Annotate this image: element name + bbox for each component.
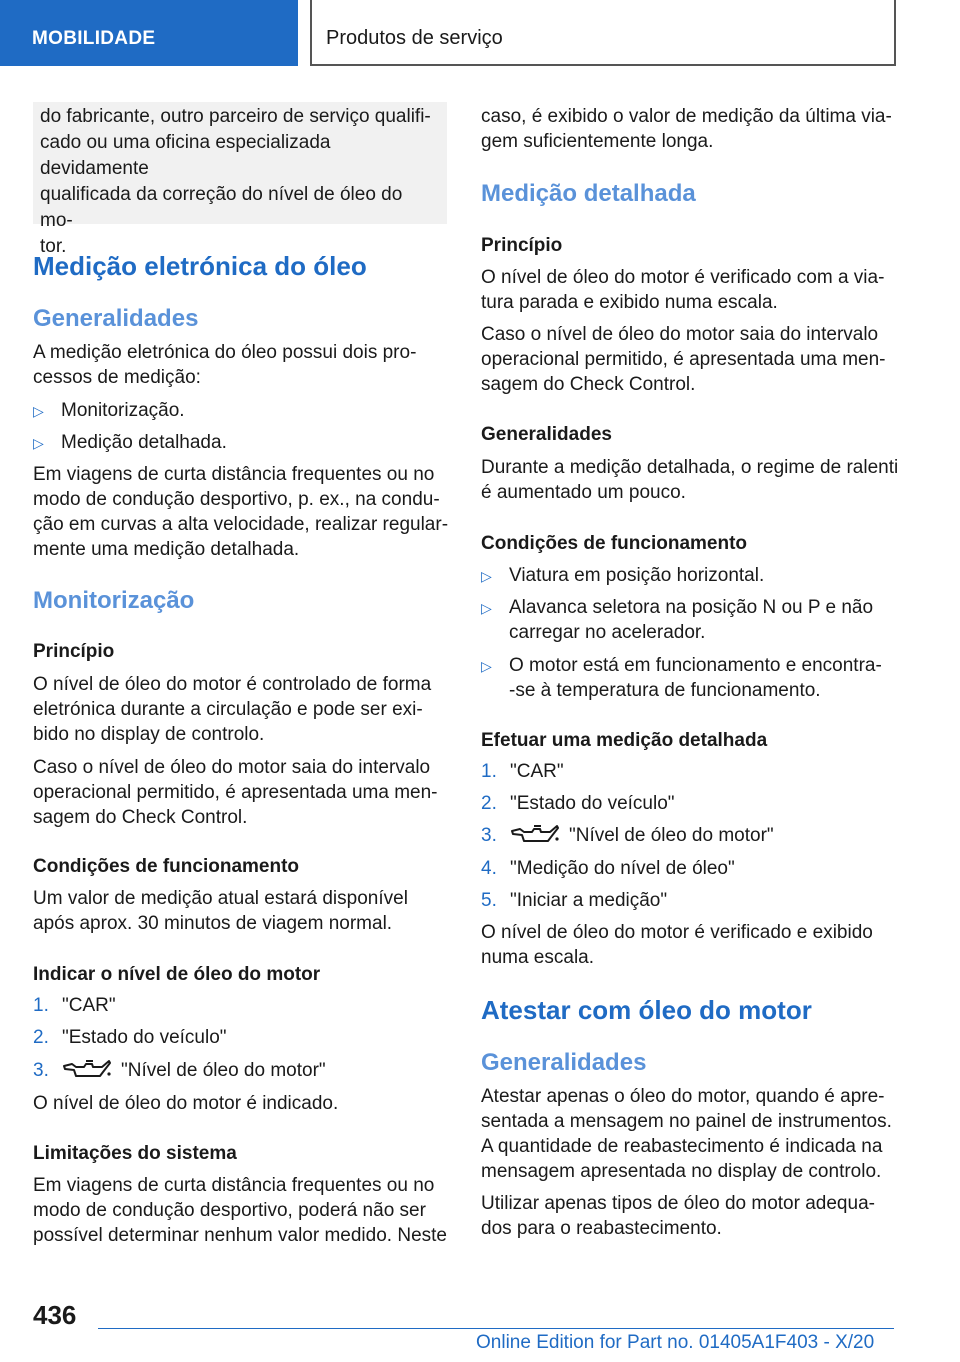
list-item	[481, 653, 882, 703]
step-number: 1.	[481, 761, 497, 782]
list-item-text	[509, 595, 873, 645]
heading-monitoring: Monitorização	[33, 587, 195, 614]
text-line: Um valor de medição atual estará disponível	[33, 888, 408, 909]
text-line: ção em curvas a alta velocidade, realizar regular-	[33, 514, 449, 535]
step-text: "Nível de óleo do motor"	[569, 825, 774, 846]
step-text: "Iniciar a medição"	[510, 890, 668, 911]
text-line: O motor está em funcionamento e encontra-	[509, 655, 882, 676]
text-line: é aumentado um pouco.	[481, 482, 686, 503]
text-line: Durante a medição detalhada, o regime de ralenti	[481, 457, 899, 478]
step-number: 4.	[481, 858, 497, 879]
heading-general: Generalidades	[33, 305, 199, 332]
step-text: "Estado do veículo"	[510, 793, 675, 814]
text-line: eletrónica durante a circulação e pode ser exi-	[33, 699, 423, 720]
text-line: bido no display de controlo.	[33, 724, 265, 745]
step-item	[481, 759, 564, 784]
text-line: numa escala.	[481, 947, 595, 968]
footer-divider	[98, 1328, 894, 1329]
step-text: "Nível de óleo do motor"	[121, 1060, 326, 1081]
text-line: Em viagens de curta distância frequentes ou no	[33, 1175, 435, 1196]
verified-paragraph	[481, 920, 873, 970]
step-item	[33, 993, 116, 1018]
triangle-right-outline-icon: ▷	[33, 435, 44, 451]
conditions-paragraph	[33, 886, 408, 936]
chapter-box	[310, 0, 896, 66]
section-title: MOBILIDADE	[32, 28, 156, 49]
heading-operating-conditions: Condições de funcionamento	[481, 533, 748, 554]
triangle-right-outline-icon: ▷	[481, 568, 492, 584]
step-item	[33, 1025, 227, 1050]
step-number: 5.	[481, 890, 497, 911]
oil-types-paragraph	[481, 1191, 875, 1241]
text-line: mensagem apresentada no display de controlo.	[481, 1161, 882, 1182]
text-line: sentada a mensagem no painel de instrumentos.	[481, 1111, 892, 1132]
list-item	[481, 595, 873, 645]
step-text: "Estado do veículo"	[62, 1027, 227, 1048]
step-number: 3.	[481, 825, 497, 846]
text-line: O nível de óleo do motor é verificado com a via-	[481, 267, 885, 288]
text-line: carregar no acelerador.	[509, 622, 706, 643]
principle-paragraph	[481, 265, 884, 315]
text-line: mente uma medição detalhada.	[33, 539, 300, 560]
text-line: gem suficientemente longa.	[481, 131, 714, 152]
oil-can-icon	[510, 823, 560, 845]
list-item-text: Medição detalhada.	[61, 432, 227, 453]
step-item	[481, 823, 774, 848]
text-line: dos para o reabastecimento.	[481, 1218, 722, 1239]
text-line: após aprox. 30 minutos de viagem normal.	[33, 913, 393, 934]
text-line: -se à temperatura de funcionamento.	[509, 680, 821, 701]
heading-indicate-oil-level: Indicar o nível de óleo do motor	[33, 964, 321, 985]
text-line: Atestar apenas o óleo do motor, quando é apre-	[481, 1086, 885, 1107]
step-item	[481, 791, 675, 816]
note-line: cado ou uma oficina especializada devidamente	[40, 132, 331, 179]
triangle-right-outline-icon: ▷	[481, 658, 492, 674]
list-item-text: Viatura em posição horizontal.	[509, 565, 765, 586]
heading-general: Generalidades	[481, 424, 612, 445]
step-text: "CAR"	[62, 995, 116, 1016]
heading-principle: Princípio	[481, 235, 563, 256]
chapter-title: Produtos de serviço	[326, 27, 503, 49]
text-line: O nível de óleo do motor é controlado de forma	[33, 674, 432, 695]
note-line: qualificada da correção do nível de óleo do mo-	[40, 184, 403, 231]
text-line: A medição eletrónica do óleo possui dois pro-	[33, 342, 417, 363]
text-line: operacional permitido, é apresentada uma men-	[481, 349, 886, 370]
edition-note: Online Edition for Part no. 01405A1F403 - X/20	[476, 1332, 875, 1353]
text-line: possível determinar nenhum valor medido. Neste	[33, 1225, 447, 1246]
text-line: O nível de óleo do motor é verificado e exibido	[481, 922, 873, 943]
outside-range-paragraph	[33, 755, 438, 830]
heading-electronic-oil-measurement: Medição eletrónica do óleo	[33, 251, 367, 281]
step-number: 3.	[33, 1060, 49, 1081]
step-item	[481, 856, 735, 881]
general-paragraph	[33, 340, 416, 390]
text-line: A quantidade de reabastecimento é indicada na	[481, 1136, 883, 1157]
text-line: sagem do Check Control.	[33, 807, 248, 828]
list-item	[33, 398, 185, 424]
step-item	[33, 1058, 326, 1083]
text-line: cessos de medição:	[33, 367, 201, 388]
heading-operating-conditions: Condições de funcionamento	[33, 856, 300, 877]
note-line: do fabricante, outro parceiro de serviço qualifi-	[40, 106, 431, 127]
heading-general: Generalidades	[481, 1049, 647, 1076]
section-tab	[0, 0, 298, 66]
text-line: caso, é exibido o valor de medição da última via-	[481, 106, 892, 127]
step-number: 1.	[33, 995, 49, 1016]
step-item	[481, 888, 667, 913]
heading-perform-detailed-measurement: Efetuar uma medição detalhada	[481, 730, 768, 751]
heading-principle: Princípio	[33, 641, 115, 662]
step-text: "Medição do nível de óleo"	[510, 858, 735, 879]
indicated-paragraph	[33, 1091, 338, 1116]
text-line: sagem do Check Control.	[481, 374, 696, 395]
note-box	[33, 102, 447, 257]
list-item	[481, 563, 764, 589]
short-trips-paragraph	[33, 462, 448, 562]
note-line: tor.	[40, 236, 67, 257]
oil-can-icon	[62, 1058, 112, 1080]
text-line: modo de condução desportivo, p. ex., na condu-	[33, 489, 440, 510]
list-item-text	[509, 653, 882, 703]
heading-detailed-measurement: Medição detalhada	[481, 180, 696, 207]
page-number: 436	[33, 1300, 77, 1330]
limits-paragraph	[33, 1173, 447, 1248]
text-line: Utilizar apenas tipos de óleo do motor adequa-	[481, 1193, 875, 1214]
general-paragraph	[481, 455, 898, 505]
continuation-paragraph	[481, 104, 892, 154]
step-number: 2.	[33, 1027, 49, 1048]
list-item-text: Monitorização.	[61, 400, 185, 421]
triangle-right-outline-icon: ▷	[33, 403, 44, 419]
topup-paragraph	[481, 1084, 892, 1184]
triangle-right-outline-icon: ▷	[481, 600, 492, 616]
text-line: Alavanca seletora na posição N ou P e não	[509, 597, 874, 618]
list-item	[33, 430, 227, 456]
text-line: tura parada e exibido numa escala.	[481, 292, 778, 313]
text-line: operacional permitido, é apresentada uma men-	[33, 782, 438, 803]
text-line: Caso o nível de óleo do motor saia do intervalo	[33, 757, 431, 778]
text-line: Em viagens de curta distância frequentes ou no	[33, 464, 435, 485]
heading-system-limits: Limitações do sistema	[33, 1143, 237, 1164]
step-number: 2.	[481, 793, 497, 814]
outside-range-paragraph	[481, 322, 886, 397]
principle-paragraph	[33, 672, 431, 747]
text-line: Caso o nível de óleo do motor saia do intervalo	[481, 324, 879, 345]
heading-top-up-engine-oil: Atestar com óleo do motor	[481, 995, 812, 1025]
step-text: "CAR"	[510, 761, 564, 782]
text-line: O nível de óleo do motor é indicado.	[33, 1093, 339, 1114]
text-line: modo de condução desportivo, poderá não ser	[33, 1200, 426, 1221]
